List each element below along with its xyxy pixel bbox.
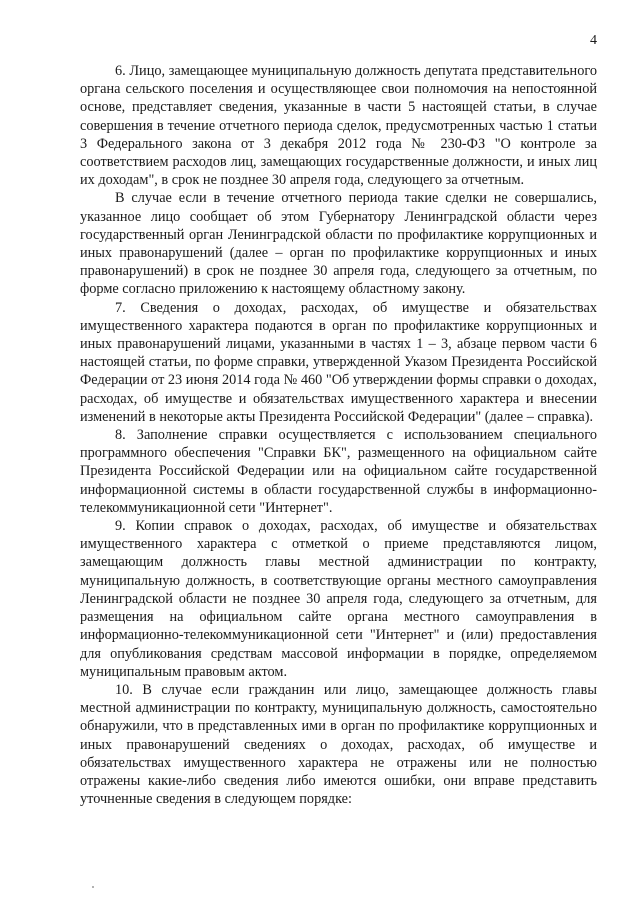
paragraph-part-7: 7. Сведения о доходах, расходах, об имуществе и обязательствах имущественного характера подаются в орган по профилактике коррупционных и иных правонарушений лицами, указанными в частях 1 – 3, абзаце первом части 6 настоящей статьи, по форме справки, утвержденной Указом Президента Российской Федерации от 23 июня 2014 года № 460 "Об утверждении формы справки о доходах, расходах, об имуществе и обязательствах имущественного характера и внесении изменений в некоторые акты Президента Российской Федерации" (далее – справка). xyxy=(80,299,597,425)
document-body xyxy=(80,62,597,808)
paragraph-part-9: 9. Копии справок о доходах, расходах, об имуществе и обязательствах имущественного характера с отметкой о приеме представляются лицом, замещающим должность главы местной администрации по контракту, муниципальную должность, в соответствующие органы местного самоуправления Ленинградской области не позднее 30 апреля года, следующего за отчетным, для размещения на официальном сайте органа местного самоуправления в информационно-телекоммуникационной сети "Интернет" и (или) предоставления для опубликования средствам массовой информации в порядке, определяемом муниципальным правовым актом. xyxy=(80,518,597,680)
paragraph-part-8: 8. Заполнение справки осуществляется с использованием специального программного обеспечения "Справки БК", размещенного на официальном сайте Президента Российской Федерации или на официальном сайте государственной информационной системы в области государственной службы в информационно-телекоммуникационной сети "Интернет". xyxy=(80,427,597,516)
page-number: 4 xyxy=(590,33,597,48)
paragraph-part-10: 10. В случае если гражданин или лицо, замещающее должность главы местной администрации по контракту, муниципальную должность, самостоятельно обнаружили, что в представленных ими в орган по профилактике коррупционных и иных правонарушений сведениях о доходах, расходах, об имуществе и обязательствах имущественного характера не отражены или не полностью отражены какие-либо сведения либо имеются ошибки, они вправе представить уточненные сведения в следующем порядке: xyxy=(80,681,597,808)
paragraph-part-6: 6. Лицо, замещающее муниципальную должность депутата представительного органа сельского поселения и осуществляющее свои полномочия на непостоянной основе, представляет сведения, указанные в части 5 настоящей статьи, в случае совершения в течение отчетного периода сделок, предусмотренных частью 1 статьи 3 Федерального закона от 3 декабря 2012 года № 230-ФЗ "О контроле за соответствием расходов лиц, замещающих государственные должности, и иных лиц их доходам", в срок не позднее 30 апреля года, следующего за отчетным. xyxy=(80,63,597,189)
scan-artifact-dot xyxy=(92,886,94,888)
paragraph-part-6-no-transactions: В случае если в течение отчетного периода такие сделки не совершались, указанное лицо сообщает об этом Губернатору Ленинградской области через государственный орган Ленинградской области по профилактике коррупционных и иных правонарушений (далее – орган по профилактике коррупционных и иных правонарушений) в срок не позднее 30 апреля года, следующего за отчетным, по форме согласно приложению к настоящему областному закону. xyxy=(80,190,597,298)
